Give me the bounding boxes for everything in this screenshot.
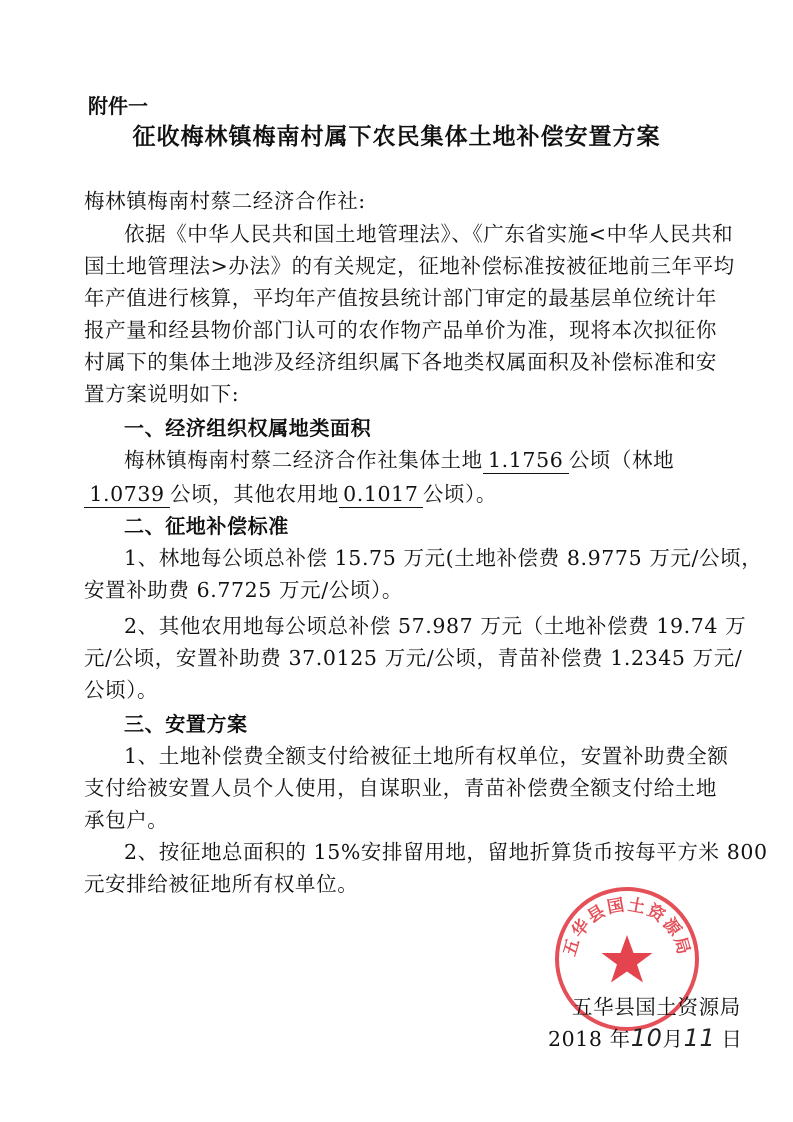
- section-3-item-1-line: 1、土地补偿费全额支付给被征土地所有权单位，安置补助费全额: [124, 744, 729, 768]
- section-2-item-2-line: 元/公顷，安置补助费 37.0125 万元/公顷，青苗补偿费 1.2345 万元/: [84, 646, 743, 670]
- section-2-item-1-line: 安置补助费 6.7725 万元/公顷）。: [84, 578, 403, 602]
- signature-date: [548, 1022, 743, 1052]
- intro-line: 置方案说明如下:: [84, 382, 240, 406]
- total-area-value: 1.1756: [483, 447, 569, 474]
- section-1-suffix: 公顷（林地: [568, 448, 675, 472]
- section-1-prefix: 梅林镇梅南村蔡二经济合作社集体土地: [124, 448, 483, 472]
- date-day: 11: [683, 1024, 716, 1052]
- document-title: 征收梅林镇梅南村属下农民集体土地补偿安置方案: [132, 124, 661, 150]
- section-3-item-2-line: 2、按征地总面积的 15%安排留用地，留地折算货币按每平方米 800: [124, 840, 768, 864]
- attachment-label: 附件一: [88, 94, 148, 118]
- section-1-heading: 一、经济组织权属地类面积: [124, 416, 372, 440]
- intro-line: 报产量和经县物价部门认可的农作物产品单价为准，现将本次拟征你: [84, 318, 717, 342]
- date-year: 2018 年: [548, 1027, 631, 1051]
- section-1-end: 公顷）。: [422, 482, 497, 506]
- addressee: 梅林镇梅南村蔡二经济合作社:: [84, 189, 366, 213]
- seal-text: 五华县国土资源局: [560, 895, 694, 959]
- section-3-item-1-line: 支付给被安置人员个人使用，自谋职业，青苗补偿费全额支付给土地: [84, 776, 717, 800]
- intro-line: 国土地管理法>办法》的有关规定，征地补偿标准按被征地前三年平均: [84, 254, 735, 278]
- section-2-item-1-line: 1、林地每公顷总补偿 15.75 万元(土地补偿费 8.9775 万元/公顷，: [124, 546, 763, 570]
- section-2-item-2-line: 2、其他农用地每公顷总补偿 57.987 万元（土地补偿费 19.74 万: [124, 614, 747, 638]
- section-2-heading: 二、征地补偿标准: [124, 514, 289, 538]
- section-3-item-2-line: 元安排给被征地所有权单位。: [84, 872, 359, 896]
- date-month-unit: 月: [662, 1027, 684, 1051]
- forest-area-value: 1.0739: [84, 481, 170, 508]
- other-area-value: 0.1017: [339, 481, 423, 508]
- section-3-heading: 三、安置方案: [124, 712, 248, 736]
- intro-line: 村属下的集体土地涉及经济组织属下各地类权属面积及补偿标准和安: [84, 350, 717, 374]
- section-1-line-2: [84, 480, 724, 508]
- section-1-mid: 公顷，其他农用地: [170, 482, 339, 506]
- intro-line: 依据《中华人民共和国土地管理法》、《广东省实施<中华人民共和: [124, 222, 734, 246]
- star-icon: [602, 935, 653, 983]
- intro-line: 年产值进行核算，平均年产值按县统计部门审定的最基层单位统计年: [84, 286, 717, 310]
- date-day-unit: 日: [721, 1027, 743, 1051]
- section-2-item-2-line: 公顷）。: [84, 678, 159, 702]
- section-3-item-1-line: 承包户。: [84, 808, 169, 832]
- date-month: 10: [630, 1024, 663, 1052]
- section-1-line-1: [124, 446, 764, 474]
- signature-organization: 五华县国土资源局: [572, 995, 741, 1019]
